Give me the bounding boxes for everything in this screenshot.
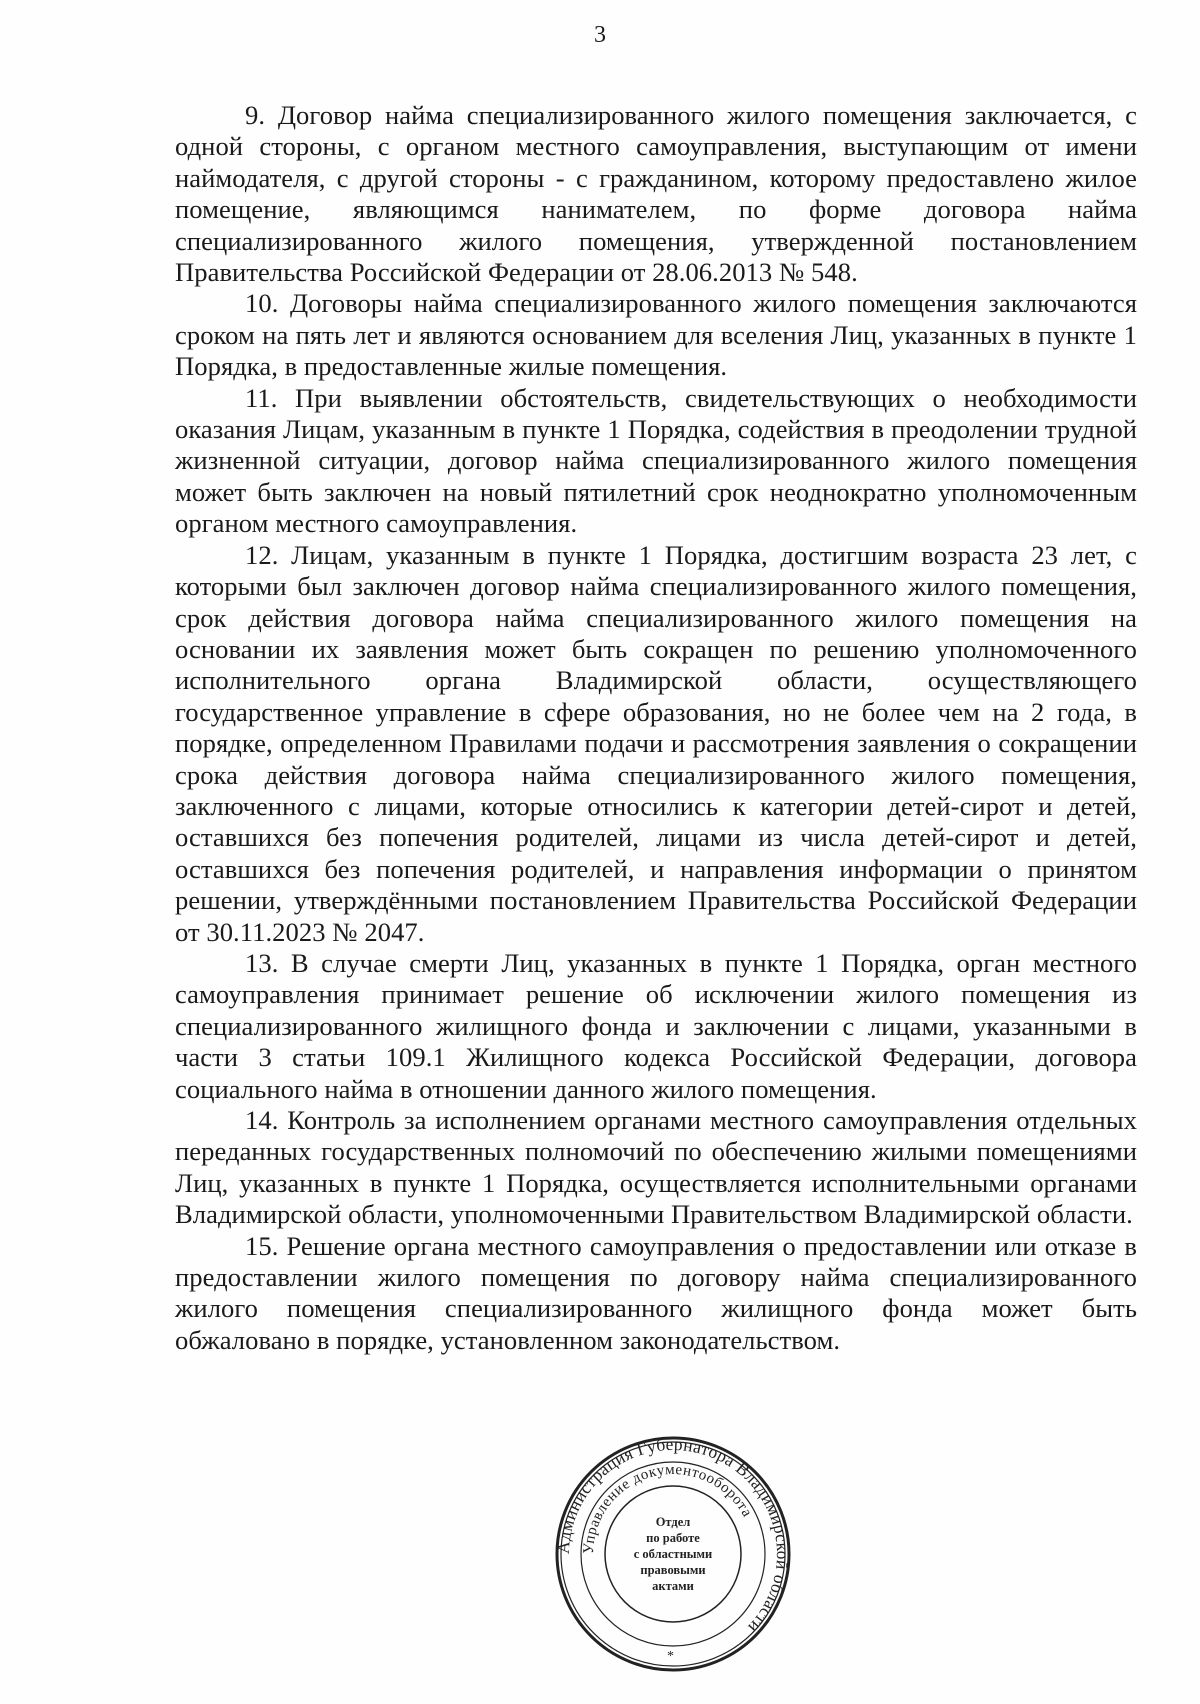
paragraph-9: 9. Договор найма специализированного жилого помещения заключается, с одной стороны, с органом местного самоуправления, выступающим от имени наймодателя, с другой стороны - с гражданином, которому предоставлено жилое помещение, являющимся нанимателем, по форме договора найма специализированного жилого помещения, утвержденной постановлением Правительства Российской Федерации от 28.06.2013 № 548.: [175, 100, 1137, 288]
page-number: 3: [594, 22, 606, 48]
paragraph-15: 15. Решение органа местного самоуправления о предоставлении или отказе в предоставлении жилого помещения по договору найма специализированного жилого помещения специализированного жилищного фонда может быть обжаловано в порядке, установленном законодательством.: [175, 1230, 1137, 1355]
stamp-center-line: с областными: [633, 1547, 713, 1561]
official-stamp: [553, 1434, 793, 1674]
stamp-star-icon: *: [667, 1649, 674, 1664]
paragraph-11: 11. При выявлении обстоятельств, свидетельствующих о необходимости оказания Лицам, указанным в пункте 1 Порядка, содействия в преодолении трудной жизненной ситуации, договор найма специализированного жилого помещения может быть заключен на новый пятилетний срок неоднократно уполномоченным органом местного самоуправления.: [175, 382, 1137, 539]
stamp-center-text: [625, 1514, 721, 1594]
paragraph-13: 13. В случае смерти Лиц, указанных в пункте 1 Порядка, орган местного самоуправления принимает решение об исключении жилого помещения из специализированного жилищного фонда и заключении с лицами, указанными в части 3 статьи 109.1 Жилищного кодекса Российской Федерации, договора социального найма в отношении данного жилого помещения.: [175, 947, 1137, 1104]
paragraph-10: 10. Договоры найма специализированного жилого помещения заключаются сроком на пять лет и являются основанием для вселения Лиц, указанных в пункте 1 Порядка, в предоставленные жилые помещения.: [175, 288, 1137, 382]
stamp-outer-text: Администрация Губернатора Владимирской области: [553, 1434, 793, 1638]
paragraph-12: 12. Лицам, указанным в пункте 1 Порядка, достигшим возраста 23 лет, с которыми был заключен договор найма специализированного жилого помещения, срок действия договора найма специализированного жилого помещения на основании их заявления может быть сокращен по решению уполномоченного исполнительного органа Владимирской области, осуществляющего государственное управление в сфере образования, но не более чем на 2 года, в порядке, определенном Правилами подачи и рассмотрения заявления о сокращении срока действия договора найма специализированного жилого помещения, заключенного с лицами, которые относились к категории детей-сирот и детей, оставшихся без попечения родителей, лицами из числа детей-сирот и детей, оставшихся без попечения родителей, и направления информации о принятом решении, утверждёнными постановлением Правительства Российской Федерации от 30.11.2023 № 2047.: [175, 539, 1137, 947]
document-body: [175, 100, 1137, 1356]
stamp-center-line: Отдел: [655, 1515, 691, 1529]
stamp-center-line: актами: [652, 1579, 694, 1593]
stamp-center-line: по работе: [646, 1531, 700, 1545]
paragraph-14: 14. Контроль за исполнением органами местного самоуправления отдельных переданных государственных полномочий по обеспечению жилыми помещениями Лиц, указанных в пункте 1 Порядка, осуществляется исполнительными органами Владимирской области, уполномоченными Правительством Владимирской области.: [175, 1105, 1137, 1230]
stamp-center-line: правовыми: [640, 1563, 706, 1577]
stamp-inner-text: Управление документооборота: [580, 1461, 756, 1555]
